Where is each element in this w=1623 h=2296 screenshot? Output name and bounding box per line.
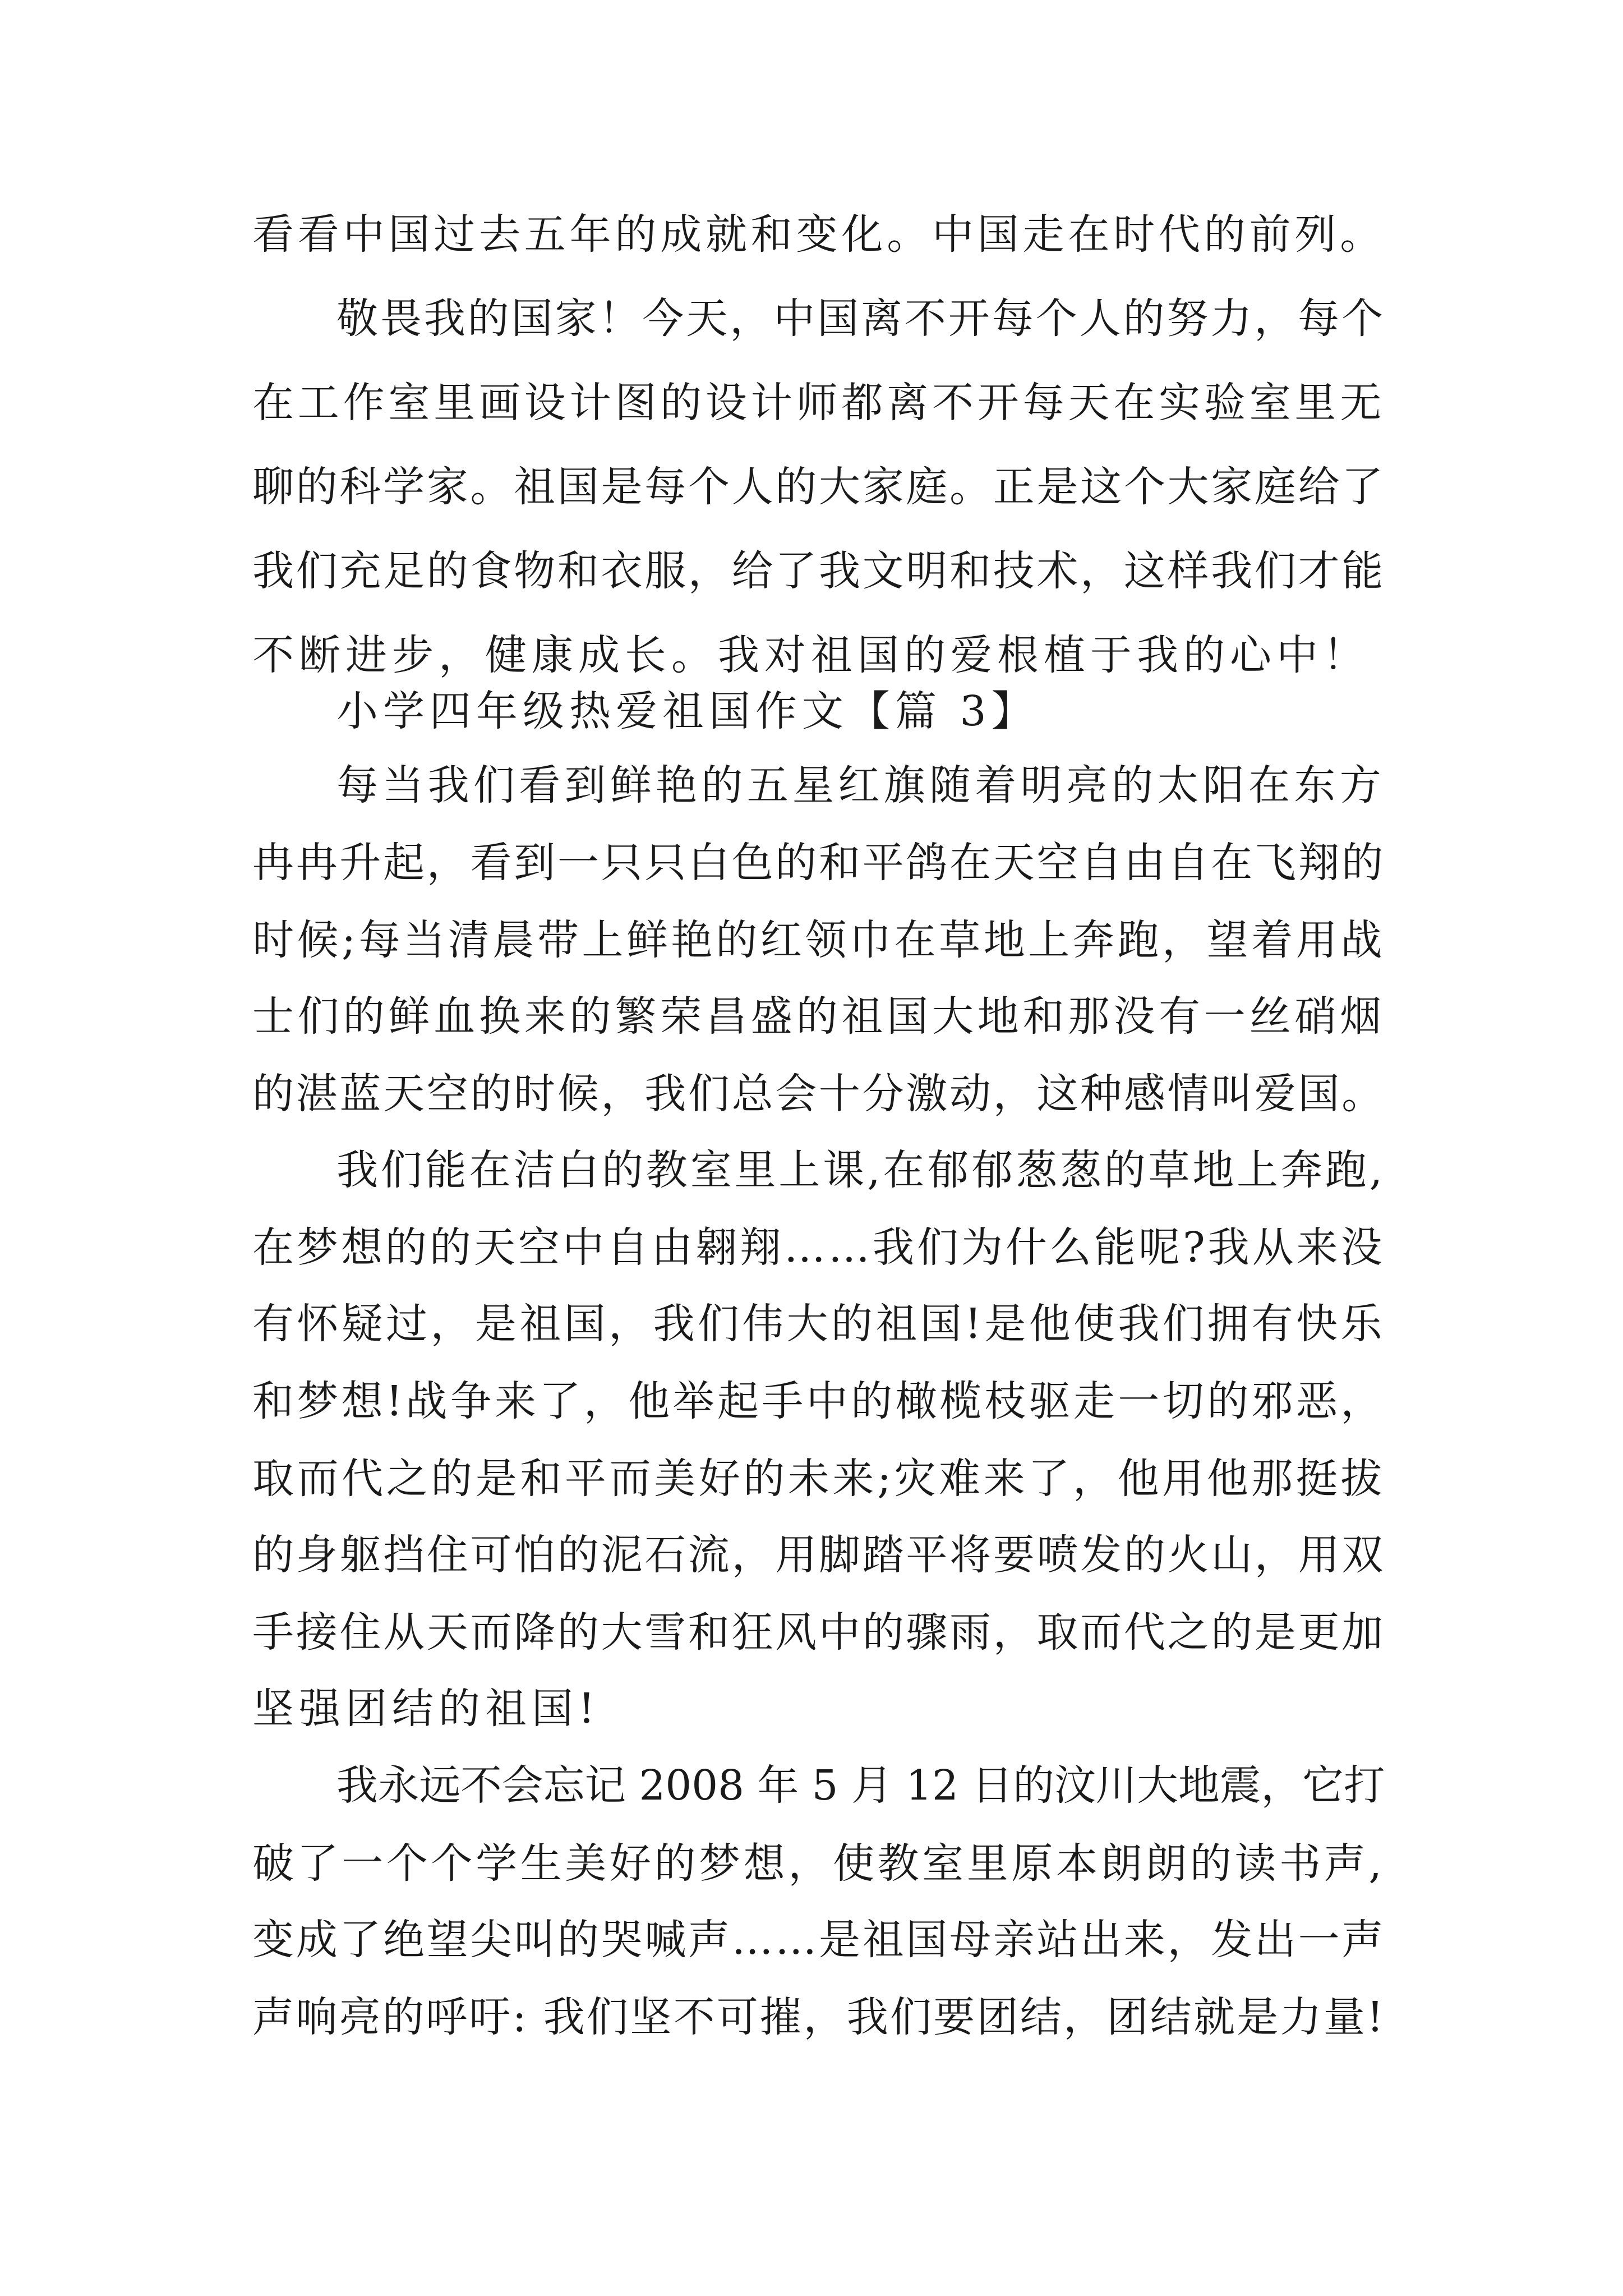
paragraph-first-line: 我永远不会忘记 2008 年 5 月 12 日的汶川大地震，它打 bbox=[336, 1762, 1385, 1810]
text-line: 坚强团结的祖国! bbox=[252, 1685, 600, 1733]
text-line: 冉冉升起，看到一只只白色的和平鸽在天空自由自在飞翔的 bbox=[252, 839, 1385, 887]
text-line: 取而代之的是和平而美好的未来;灾难来了，他用他那挺拔 bbox=[252, 1455, 1385, 1503]
text-line: 时候;每当清晨带上鲜艳的红领巾在草地上奔跑，望着用战 bbox=[252, 916, 1385, 964]
text-line: 破了一个个学生美好的梦想，使教室里原本朗朗的读书声, bbox=[252, 1839, 1385, 1888]
text-line: 士们的鲜血换来的繁荣昌盛的祖国大地和那没有一丝硝烟 bbox=[252, 992, 1385, 1041]
text-line: 的身躯挡住可怕的泥石流，用脚踏平将要喷发的火山，用双 bbox=[252, 1531, 1385, 1579]
text-line: 有怀疑过，是祖国，我们伟大的祖国!是他使我们拥有快乐 bbox=[252, 1300, 1385, 1348]
text-line: 手接住从天而降的大雪和狂风中的骤雨，取而代之的是更加 bbox=[252, 1608, 1385, 1657]
text-line: 变成了绝望尖叫的哭喊声……是祖国母亲站出来，发出一声 bbox=[252, 1916, 1385, 1964]
paragraph-first-line: 我们能在洁白的教室里上课,在郁郁葱葱的草地上奔跑, bbox=[336, 1146, 1386, 1194]
section-heading: 小学四年级热爱祖国作文【篇 3】 bbox=[336, 687, 1038, 735]
text-line: 和梦想!战争来了，他举起手中的橄榄枝驱走一切的邪恶， bbox=[252, 1377, 1385, 1425]
paragraph-first-line: 每当我们看到鲜艳的五星红旗随着明亮的太阳在东方 bbox=[336, 761, 1385, 809]
text-line: 的湛蓝天空的时候，我们总会十分激动，这种感情叫爱国。 bbox=[252, 1070, 1385, 1118]
text-line: 聊的科学家。祖国是每个人的大家庭。正是这个大家庭给了 bbox=[252, 463, 1385, 511]
text-line: 看看中国过去五年的成就和变化。中国走在时代的前列。 bbox=[252, 210, 1385, 259]
text-line: 不断进步，健康成长。我对祖国的爱根植于我的心中！ bbox=[252, 631, 1370, 679]
text-line: 在工作室里画设计图的设计师都离不开每天在实验室里无 bbox=[252, 379, 1385, 427]
text-line: 在梦想的的天空中自由翱翔……我们为什么能呢?我从来没 bbox=[252, 1223, 1385, 1272]
text-line: 我们充足的食物和衣服，给了我文明和技术，这样我们才能 bbox=[252, 547, 1385, 595]
paragraph-first-line: 敬畏我的国家！今天，中国离不开每个人的努力，每个 bbox=[336, 295, 1385, 343]
text-line: 声响亮的呼吁: 我们坚不可摧，我们要团结，团结就是力量! bbox=[252, 1993, 1386, 2041]
